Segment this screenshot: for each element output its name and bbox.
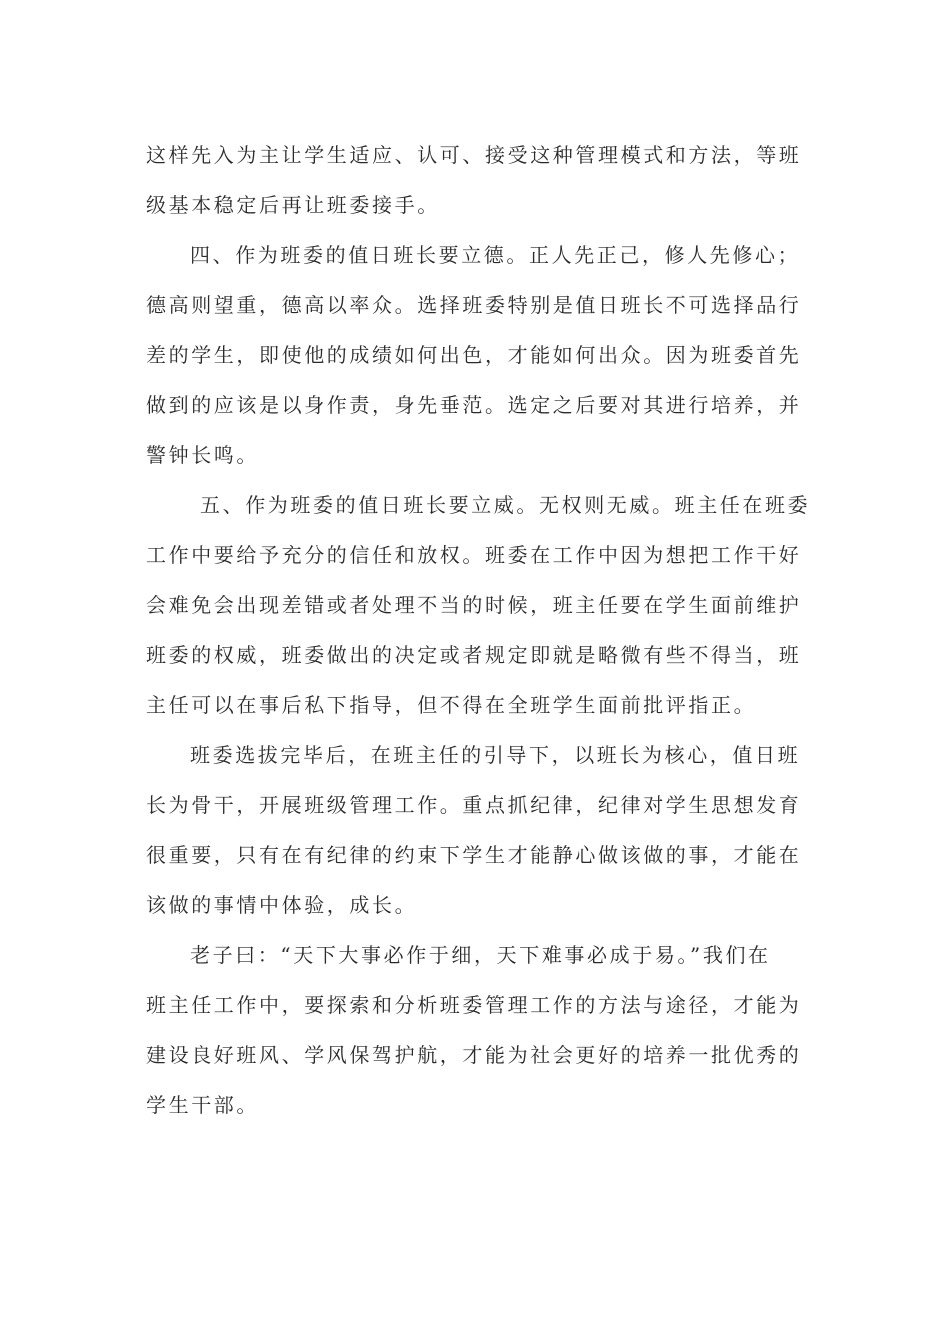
text-line: 长为骨干，开展班级管理工作。重点抓纪律，纪律对学生思想发育 — [146, 793, 802, 817]
text-line: 老子曰：“天下大事必作于细，天下难事必成于易。”我们在 — [190, 943, 771, 967]
text-line: 该做的事情中体验，成长。 — [146, 893, 418, 917]
text-line: 警钟长鸣。 — [146, 443, 259, 467]
paragraph — [146, 930, 806, 1130]
text-line: 这样先入为主让学生适应、认可、接受这种管理模式和方法，等班 — [146, 143, 802, 167]
paragraph — [146, 480, 811, 730]
text-line: 主任可以在事后私下指导，但不得在全班学生面前批评指正。 — [146, 693, 757, 717]
text-line: 班主任工作中，要探索和分析班委管理工作的方法与途径，才能为 — [146, 993, 802, 1017]
text-line: 班委的权威，班委做出的决定或者规定即就是略微有些不得当，班 — [146, 643, 802, 667]
paragraph — [146, 130, 806, 230]
text-line: 五、作为班委的值日班长要立威。无权则无威。班主任在班委 — [200, 493, 811, 517]
text-line: 差的学生，即使他的成绩如何出色，才能如何出众。因为班委首先 — [146, 343, 802, 367]
text-line: 会难免会出现差错或者处理不当的时候，班主任要在学生面前维护 — [146, 593, 802, 617]
paragraph — [146, 230, 806, 480]
text-line: 学生干部。 — [146, 1093, 259, 1117]
document-body — [146, 130, 811, 1130]
paragraph — [146, 730, 806, 930]
text-line: 建设良好班风、学风保驾护航，才能为社会更好的培养一批优秀的 — [146, 1043, 802, 1067]
text-line: 工作中要给予充分的信任和放权。班委在工作中因为想把工作干好 — [146, 543, 802, 567]
text-line: 很重要，只有在有纪律的约束下学生才能静心做该做的事，才能在 — [146, 843, 802, 867]
text-line: 级基本稳定后再让班委接手。 — [146, 193, 440, 217]
text-line: 四、作为班委的值日班长要立德。正人先正己，修人先修心； — [190, 243, 801, 267]
text-line: 做到的应该是以身作责，身先垂范。选定之后要对其进行培养，并 — [146, 393, 802, 417]
text-line: 德高则望重，德高以率众。选择班委特别是值日班长不可选择品行 — [146, 293, 802, 317]
text-line: 班委选拔完毕后，在班主任的引导下，以班长为核心，值日班 — [190, 743, 801, 767]
